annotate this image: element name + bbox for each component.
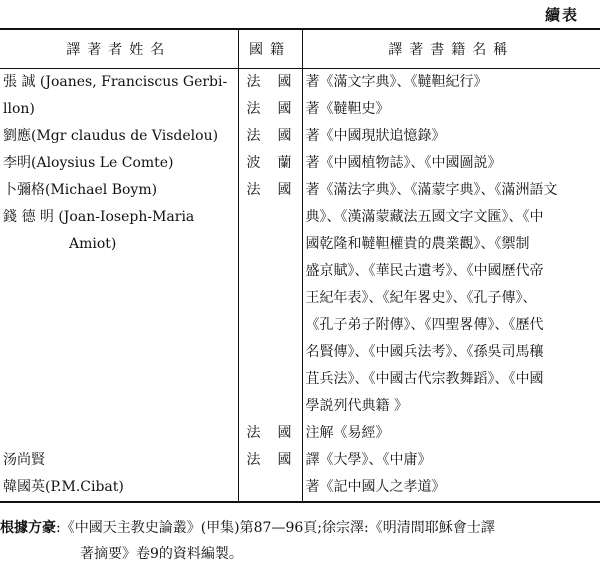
table-body — [0, 69, 600, 503]
translator-name-text: 卜彌格(Michael Boym) — [3, 182, 158, 198]
translator-name — [0, 474, 238, 502]
works-line: 著《中國植物誌》、《中國圖説》 — [305, 155, 502, 171]
translator-name-text: llon) — [3, 101, 35, 117]
source-label: 根據方豪 — [0, 520, 56, 536]
continued-label: 續表 — [544, 6, 579, 24]
table-row — [0, 447, 600, 474]
table-row — [0, 69, 600, 97]
translator-name — [0, 204, 238, 420]
translator-country: 法 國 — [238, 123, 302, 150]
translated-works — [302, 474, 600, 502]
works-line: 譯《大學》、《中庸》 — [305, 452, 432, 468]
translator-country: 法 國 — [238, 69, 302, 97]
translated-works — [302, 123, 600, 150]
table-row — [0, 96, 600, 123]
works-line: 注解《易經》 — [305, 425, 390, 441]
translated-works — [302, 177, 600, 204]
works-line: 著《滿文字典》、《韃靼紀行》 — [305, 74, 488, 90]
translator-country — [238, 204, 302, 420]
works-line: 王紀年表》、《紀年畧史》、《孔子傳》、 — [305, 290, 537, 306]
translated-works — [302, 204, 600, 420]
header-country: 國籍 — [238, 29, 302, 69]
works-line: 著《韃靼史》 — [305, 101, 390, 117]
translator-name — [0, 447, 238, 474]
works-line: 盛京賦》、《華民古遺考》、《中國歷代帝 — [305, 263, 544, 279]
translated-works — [302, 96, 600, 123]
translator-name-continued: Amiot) — [69, 236, 117, 252]
table-row — [0, 204, 600, 420]
translator-country: 法 國 — [238, 96, 302, 123]
table-row — [0, 123, 600, 150]
source-line1: :《中國天主教史論叢》(甲集)第87—96頁;徐宗澤:《明清間耶穌會士譯 — [56, 520, 495, 536]
source-note — [0, 515, 600, 567]
translator-name — [0, 96, 238, 123]
translator-country — [238, 474, 302, 502]
works-line: 著《記中國人之孝道》 — [305, 479, 446, 495]
translated-works — [302, 150, 600, 177]
header-works: 譯著書籍名稱 — [302, 29, 600, 69]
works-line: 《孔子弟子附傳》、《四聖畧傳》、《歷代 — [305, 317, 544, 333]
translator-country: 波 蘭 — [238, 150, 302, 177]
table-header-row — [0, 29, 600, 69]
translated-works — [302, 420, 600, 447]
translator-name — [0, 177, 238, 204]
works-line: 著《中國現狀追憶錄》 — [305, 128, 446, 144]
works-line: 苴兵法》、《中國古代宗教舞蹈》、《中國 — [305, 371, 544, 387]
works-line: 學説列代典籍 》 — [305, 398, 408, 414]
translator-name — [0, 150, 238, 177]
translator-country: 法 國 — [238, 420, 302, 447]
table-row — [0, 474, 600, 502]
translated-works — [302, 69, 600, 97]
source-line2: 著摘要》卷9的資料編製。 — [80, 546, 243, 562]
works-line: 著《滿法字典》、《滿蒙字典》、《滿洲語文 — [305, 182, 558, 198]
translator-name — [0, 420, 238, 447]
header-name: 譯著者姓名 — [0, 29, 238, 69]
translator-name-text: 李明(Aloysius Le Comte) — [3, 155, 174, 171]
translator-name — [0, 123, 238, 150]
translators-table — [0, 28, 600, 503]
table-row — [0, 150, 600, 177]
translator-country: 法 國 — [238, 177, 302, 204]
translator-name-text: 張 誠 (Joanes, Franciscus Gerbi- — [3, 74, 228, 90]
translator-country: 法 國 — [238, 447, 302, 474]
translated-works — [302, 447, 600, 474]
works-line: 典》、《漢滿蒙藏法五國文字文匯》、《中 — [305, 209, 544, 225]
table-row — [0, 420, 600, 447]
translator-name-text: 錢 德 明 (Joan-Ioseph-Maria — [3, 209, 195, 225]
translator-name-text: 劉應(Mgr claudus de Visdelou) — [3, 128, 219, 144]
translator-name — [0, 69, 238, 97]
table-row — [0, 177, 600, 204]
translator-name-text: 汤尚賢 — [3, 452, 45, 468]
works-line: 名賢傳》、《中國兵法考》、《孫吳司馬穰 — [305, 344, 544, 360]
translator-name-text: 韓國英(P.M.Cibat) — [3, 479, 124, 495]
works-line: 國乾隆和韃靼權貴的農業觀》、《禦制 — [305, 236, 530, 252]
